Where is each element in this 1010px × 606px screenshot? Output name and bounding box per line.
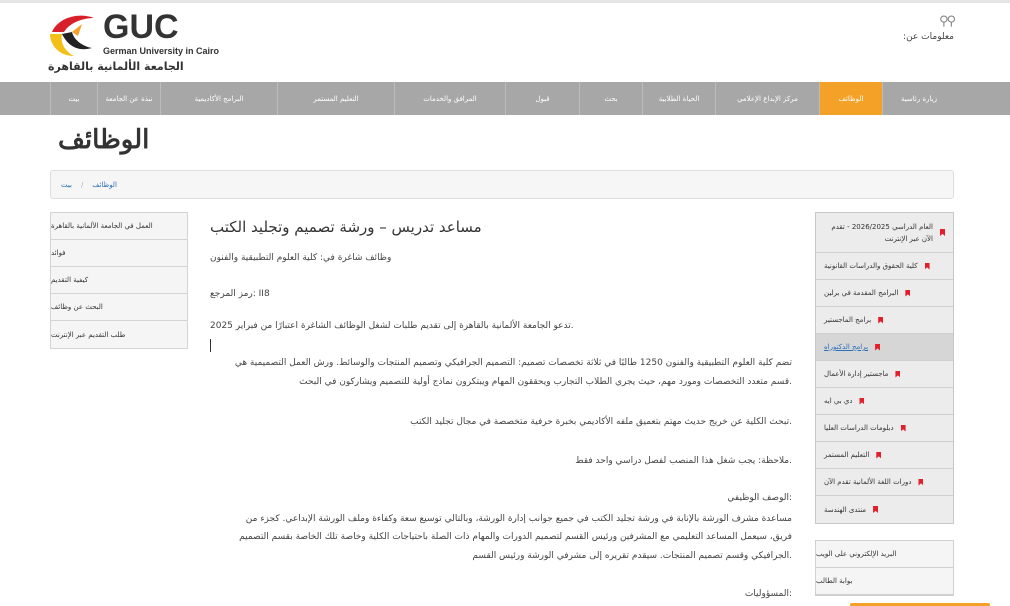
breadcrumb-home-link[interactable]: بيت: [61, 180, 72, 189]
right-sidebar-item[interactable]: [816, 334, 953, 361]
bookmark-icon: [895, 371, 900, 378]
nav-item[interactable]: مركز الإبداع الإعلامي: [715, 82, 819, 115]
bookmark-icon: [901, 425, 906, 432]
about-label: :معلومات عن: [903, 32, 954, 42]
right-sidebar-item-label: منتدى الهندسة: [824, 505, 867, 514]
faculty-description-line-2: .قسم متعدد التخصصات ومورد مهم، حيث يجري الطلاب التجارب ويحققون المهام ويبتكرون نماذج أولية للتصميم ويشاركون في البحث: [299, 377, 792, 387]
job-description-label: :الوصف الوظيفي: [727, 493, 792, 503]
right-sidebar-item[interactable]: [816, 469, 953, 496]
right-sidebar-item-label: برامج الدكتوراه: [824, 343, 869, 351]
right-sidebar-item-label: دي بي ايه: [824, 397, 853, 405]
note-paragraph: .ملاحظة: يجب شغل هذا المنصب لفصل دراسي واحد فقط: [575, 456, 792, 466]
left-sidebar-menu: [50, 212, 188, 349]
responsibilities-label: :المسؤوليات: [744, 589, 792, 599]
bookmark-icon: [918, 479, 923, 486]
nav-item[interactable]: التعليم المستمر: [277, 82, 394, 115]
right-sidebar-item-label: كلية الحقوق والدراسات القانونية: [824, 262, 918, 270]
bookmark-icon: [876, 452, 881, 459]
job-description-line-2: فريق، سيعمل المساعد التعليمي مع المشرفين ورئيس القسم لتصميم الدورات والمهام ذات الصلة باحتياجات الكلية وخاصة تلك الخاصة بقسم التصميم: [239, 532, 792, 542]
right-sidebar-item-label: البرامج المقدمة في برلين: [824, 289, 899, 297]
right-sidebar-item-label: التعليم المستمر: [824, 451, 870, 459]
right-sidebar-item-label: برامج الماجستير: [824, 316, 872, 324]
breadcrumb-separator: /: [80, 180, 84, 189]
reference-code: II8 :رمز المرجع: [210, 289, 270, 299]
job-title: مساعد تدريس – ورشة تصميم وتجليد الكتب: [210, 218, 482, 236]
text-cursor: [210, 339, 211, 352]
nav-item[interactable]: بيت: [50, 82, 97, 115]
guc-logo-mark: [48, 12, 102, 58]
right-sidebar-item[interactable]: [816, 280, 953, 307]
right-sidebar-item-label: ماجستير إدارة الأعمال: [824, 370, 889, 378]
logo-wordmark: GUC: [103, 8, 179, 46]
job-description-line-3: .الجرافيكي وقسم تصميم المنتجات. سيقدم تقريره إلى مشرفي الورشة ورئيس القسم: [472, 551, 792, 561]
nav-item[interactable]: البرامج الأكاديمية: [160, 82, 277, 115]
right-sidebar-item[interactable]: [816, 388, 953, 415]
nav-item[interactable]: زيارة رئاسية: [882, 82, 955, 115]
nav-item[interactable]: المرافق والخدمات: [394, 82, 505, 115]
quicklink-item[interactable]: بوابة الطالب: [816, 568, 953, 595]
right-sidebar-item-label: دبلومات الدراسات العليا: [824, 424, 894, 432]
faculty-line: وظائف شاغرة في: كلية العلوم التطبيقية والفنون: [210, 253, 392, 263]
left-sidebar-item[interactable]: طلب التقديم عبر الإنترنت: [51, 330, 126, 339]
bookmark-icon: [873, 506, 878, 513]
bookmark-icon: [859, 398, 864, 405]
right-sidebar-item[interactable]: [816, 213, 953, 253]
nav-item[interactable]: الحياة الطلابية: [642, 82, 715, 115]
job-description-line-1: مساعدة مشرف الورشة بالإنابة في ورشة تجليد الكتب في جميع جوانب إدارة الورشة، وبالتالي توسيع سعة وكفاءة وملف الورشة الإبداعي. كجزء من: [245, 514, 792, 524]
bookmark-icon: [925, 263, 930, 270]
right-sidebar-item-label: العام الدراسي 2026/2025 - تقدم الآن عبر الإنترنت: [831, 222, 933, 243]
right-sidebar-item[interactable]: [816, 307, 953, 334]
faculty-description-line-1: تضم كلية العلوم التطبيقية والفنون 1250 طالبًا في ثلاثة تخصصات تصميم: التصميم الجرافيكي وتصميم المنتجات والوسائط. ورش العمل التصميمية هي: [234, 358, 792, 368]
nav-item[interactable]: بحث: [579, 82, 642, 115]
right-sidebar-item[interactable]: [816, 361, 953, 388]
main-nav: [0, 82, 1010, 115]
right-sidebar-quicklinks: [815, 540, 954, 596]
bookmark-icon: [905, 290, 910, 297]
left-sidebar-item[interactable]: البحث عن وظائف: [51, 294, 187, 321]
about-menu[interactable]: [903, 14, 954, 42]
bookmark-icon: [940, 229, 945, 236]
breadcrumb-current-link[interactable]: الوظائف: [92, 180, 117, 189]
logo-arabic-name: الجامعة الألمانية بالقاهرة: [48, 60, 184, 73]
logo-subtitle: German University in Cairo: [103, 46, 220, 56]
intro-paragraph: .تدعو الجامعة الألمانية بالقاهرة إلى تقديم طلبات لشغل الوظائف الشاغرة اعتبارًا من فبراير 2025: [210, 321, 574, 331]
left-sidebar-item[interactable]: كيفية التقديم: [51, 267, 187, 294]
search-icon[interactable]: ⚲⚲: [938, 14, 954, 29]
right-sidebar-item[interactable]: [816, 442, 953, 469]
right-sidebar-item-label: دورات اللغة الألمانية تقدم الآن: [824, 478, 912, 486]
bookmark-icon: [878, 317, 883, 324]
left-sidebar-item[interactable]: فوائد: [51, 240, 187, 267]
right-sidebar-item[interactable]: [816, 496, 953, 523]
left-sidebar-item[interactable]: العمل في الجامعة الألمانية بالقاهرة: [51, 213, 187, 240]
right-sidebar-item[interactable]: [816, 415, 953, 442]
top-border: [0, 0, 1010, 3]
nav-item[interactable]: الوظائف: [819, 82, 882, 115]
page-title: الوظائف: [58, 125, 150, 155]
seeking-paragraph: .تبحث الكلية عن خريج حديث مهتم بتعميق ملفه الأكاديمي بخبرة حرفية متخصصة في مجال تجليد الكتب: [410, 417, 792, 427]
guc-logo[interactable]: [48, 8, 220, 76]
nav-item[interactable]: قبول: [505, 82, 579, 115]
breadcrumb: [50, 170, 954, 199]
bookmark-icon: [875, 344, 880, 351]
quicklink-item[interactable]: البريد الإلكتروني على الويب: [816, 541, 953, 568]
right-sidebar-item[interactable]: [816, 253, 953, 280]
right-sidebar-menu: [815, 212, 954, 524]
nav-item[interactable]: نبذة عن الجامعة: [97, 82, 160, 115]
